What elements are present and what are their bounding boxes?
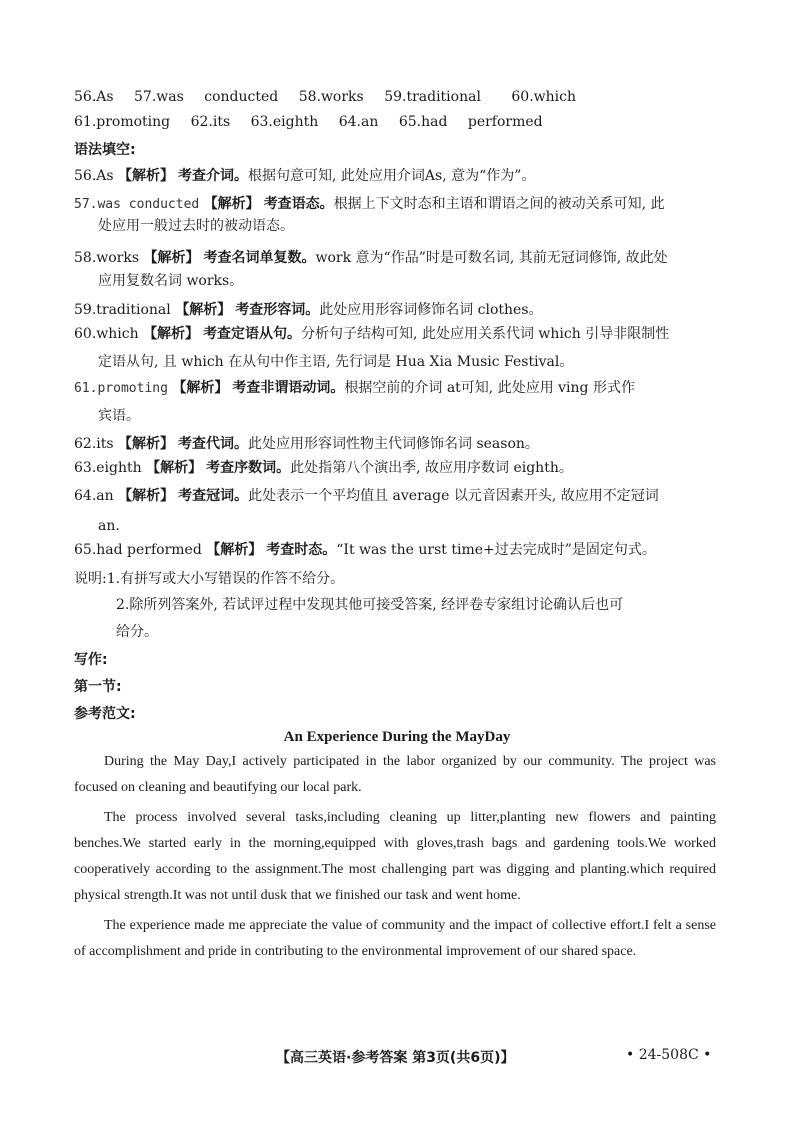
writing-heading: 写作: bbox=[74, 652, 108, 668]
explanation-number: 60.which bbox=[74, 326, 139, 342]
explanation-number: 56.As bbox=[74, 168, 114, 184]
explanation-60 bbox=[74, 324, 720, 344]
explanation-63 bbox=[74, 458, 720, 478]
answer: 64.an bbox=[338, 114, 379, 130]
explanation-tag: 【解析】 bbox=[203, 196, 260, 212]
explanation-61-cont: 宾语。 bbox=[98, 408, 140, 424]
section-heading: 第一节: bbox=[74, 679, 122, 695]
explanation-tag: 【解析】 bbox=[143, 250, 200, 266]
explanation-keyword: 考查语态。 bbox=[263, 196, 334, 212]
answer: 58.works bbox=[298, 89, 364, 105]
answer: 63.eighth bbox=[250, 114, 319, 130]
essay-paragraph: The process involved several tasks,including cleaning up litter,planting new flowers and painting benches.We started early in the morning,equipped with gloves,trash bags and gardening tools.We worked cooperatively according to the assignment.The most challenging part was digging and planting.which required physical strength.It was not until dusk that we finished our task and went home. bbox=[74, 810, 716, 903]
note-item: 2.除所列答案外, 若试评过程中发现其他可接受答案, 经评卷专家组讨论确认后也可 bbox=[116, 597, 624, 613]
answer: 62.its bbox=[190, 114, 231, 130]
explanation-keyword: 考查非谓语动词。 bbox=[232, 380, 345, 396]
explanation-keyword: 考查形容词。 bbox=[235, 302, 320, 318]
explanation-text: work 意为“作品”时是可数名词, 其前无冠词修饰, 故此处 bbox=[315, 250, 668, 266]
sample-heading: 参考范文: bbox=[74, 706, 136, 722]
answer: 57.was bbox=[134, 89, 184, 105]
notes-label: 说明: bbox=[74, 571, 107, 587]
explanation-keyword: 考查时态。 bbox=[266, 542, 337, 558]
answer: 56.As bbox=[74, 89, 114, 105]
explanation-keyword: 考查定语从句。 bbox=[203, 326, 302, 342]
answer: 60.which bbox=[511, 89, 576, 105]
explanation-tag: 【解析】 bbox=[143, 326, 200, 342]
explanation-text: 此处应用形容词性物主代词修饰名词 season。 bbox=[248, 436, 539, 452]
explanation-61 bbox=[74, 378, 720, 399]
explanation-57 bbox=[74, 194, 720, 215]
explanation-number: 64.an bbox=[74, 488, 114, 504]
explanation-tag: 【解析】 bbox=[146, 460, 203, 476]
explanation-64 bbox=[74, 486, 720, 506]
explanation-59 bbox=[74, 300, 720, 320]
answer: 61.promoting bbox=[74, 114, 171, 130]
explanation-number: 61.promoting bbox=[74, 381, 168, 396]
explanation-keyword: 考查序数词。 bbox=[206, 460, 291, 476]
footer-page-info: 【高三英语·参考答案 第3页(共6页)】 bbox=[276, 1050, 515, 1066]
explanation-64-cont: an. bbox=[98, 518, 120, 534]
explanation-text: 根据空前的介词 at可知, 此处应用 ving 形式作 bbox=[344, 380, 635, 396]
explanation-text: “It was the urst time+过去完成时”是固定句式。 bbox=[336, 542, 656, 558]
explanation-number: 65.had performed bbox=[74, 542, 202, 558]
essay-title: An Experience During the MayDay bbox=[283, 729, 511, 745]
explanation-tag: 【解析】 bbox=[118, 436, 175, 452]
note-item: 给分。 bbox=[116, 624, 158, 640]
answer-row-2 bbox=[74, 112, 720, 132]
footer-code: • 24-508C • bbox=[626, 1047, 712, 1063]
note-item: 1.有拼写或大小写错误的作答不给分。 bbox=[106, 571, 345, 587]
explanation-62 bbox=[74, 434, 720, 454]
explanation-number: 62.its bbox=[74, 436, 114, 452]
explanation-tag: 【解析】 bbox=[172, 380, 229, 396]
explanation-60-cont: 定语从句, 且 which 在从句中作主语, 先行词是 Hua Xia Music Festival。 bbox=[98, 354, 574, 370]
explanation-number: 63.eighth bbox=[74, 460, 142, 476]
explanation-keyword: 考查冠词。 bbox=[178, 488, 249, 504]
explanation-56 bbox=[74, 166, 720, 186]
answer: 59.traditional bbox=[384, 89, 481, 105]
explanation-text: 此处应用形容词修饰名词 clothes。 bbox=[319, 302, 543, 318]
notes bbox=[74, 569, 720, 589]
explanation-text: 分析句子结构可知, 此处应用关系代词 which 引导非限制性 bbox=[301, 326, 670, 342]
explanation-text: 此处表示一个平均值且 average 以元音因素开头, 故应用不定冠词 bbox=[248, 488, 659, 504]
explanation-keyword: 考查代词。 bbox=[178, 436, 249, 452]
essay-body bbox=[74, 749, 716, 969]
explanation-text: 根据句意可知, 此处应用介词As, 意为“作为”。 bbox=[248, 168, 536, 184]
explanation-tag: 【解析】 bbox=[118, 168, 175, 184]
explanation-58-cont: 应用复数名词 works。 bbox=[98, 273, 244, 289]
grammar-heading: 语法填空: bbox=[74, 142, 136, 158]
explanation-number: 59.traditional bbox=[74, 302, 171, 318]
essay-paragraph: During the May Day,I actively participated in the labor organized by our community. The project was focused on cleaning and beautifying our local park. bbox=[74, 754, 716, 795]
explanation-text: 此处指第八个演出季, 故应用序数词 eighth。 bbox=[290, 460, 573, 476]
answer: conducted bbox=[204, 89, 279, 105]
explanation-keyword: 考查名词单复数。 bbox=[203, 250, 316, 266]
explanation-57-cont: 处应用一般过去时的被动语态。 bbox=[98, 218, 294, 234]
explanation-tag: 【解析】 bbox=[206, 542, 263, 558]
explanation-58 bbox=[74, 248, 720, 268]
explanation-keyword: 考查介词。 bbox=[178, 168, 249, 184]
answer: performed bbox=[467, 114, 543, 130]
answer-row-1 bbox=[74, 87, 720, 107]
explanation-tag: 【解析】 bbox=[175, 302, 232, 318]
explanation-65 bbox=[74, 540, 720, 560]
explanation-number: 57.was conducted bbox=[74, 197, 200, 212]
essay-paragraph: The experience made me appreciate the value of community and the impact of collective effort.I felt a sense of accomplishment and pride in contributing to the environmental improvement of our shared space. bbox=[74, 918, 716, 959]
explanation-text: 根据上下文时态和主语和谓语之间的被动关系可知, 此 bbox=[333, 196, 665, 212]
explanation-number: 58.works bbox=[74, 250, 140, 266]
answer: 65.had bbox=[398, 114, 448, 130]
explanation-tag: 【解析】 bbox=[118, 488, 175, 504]
